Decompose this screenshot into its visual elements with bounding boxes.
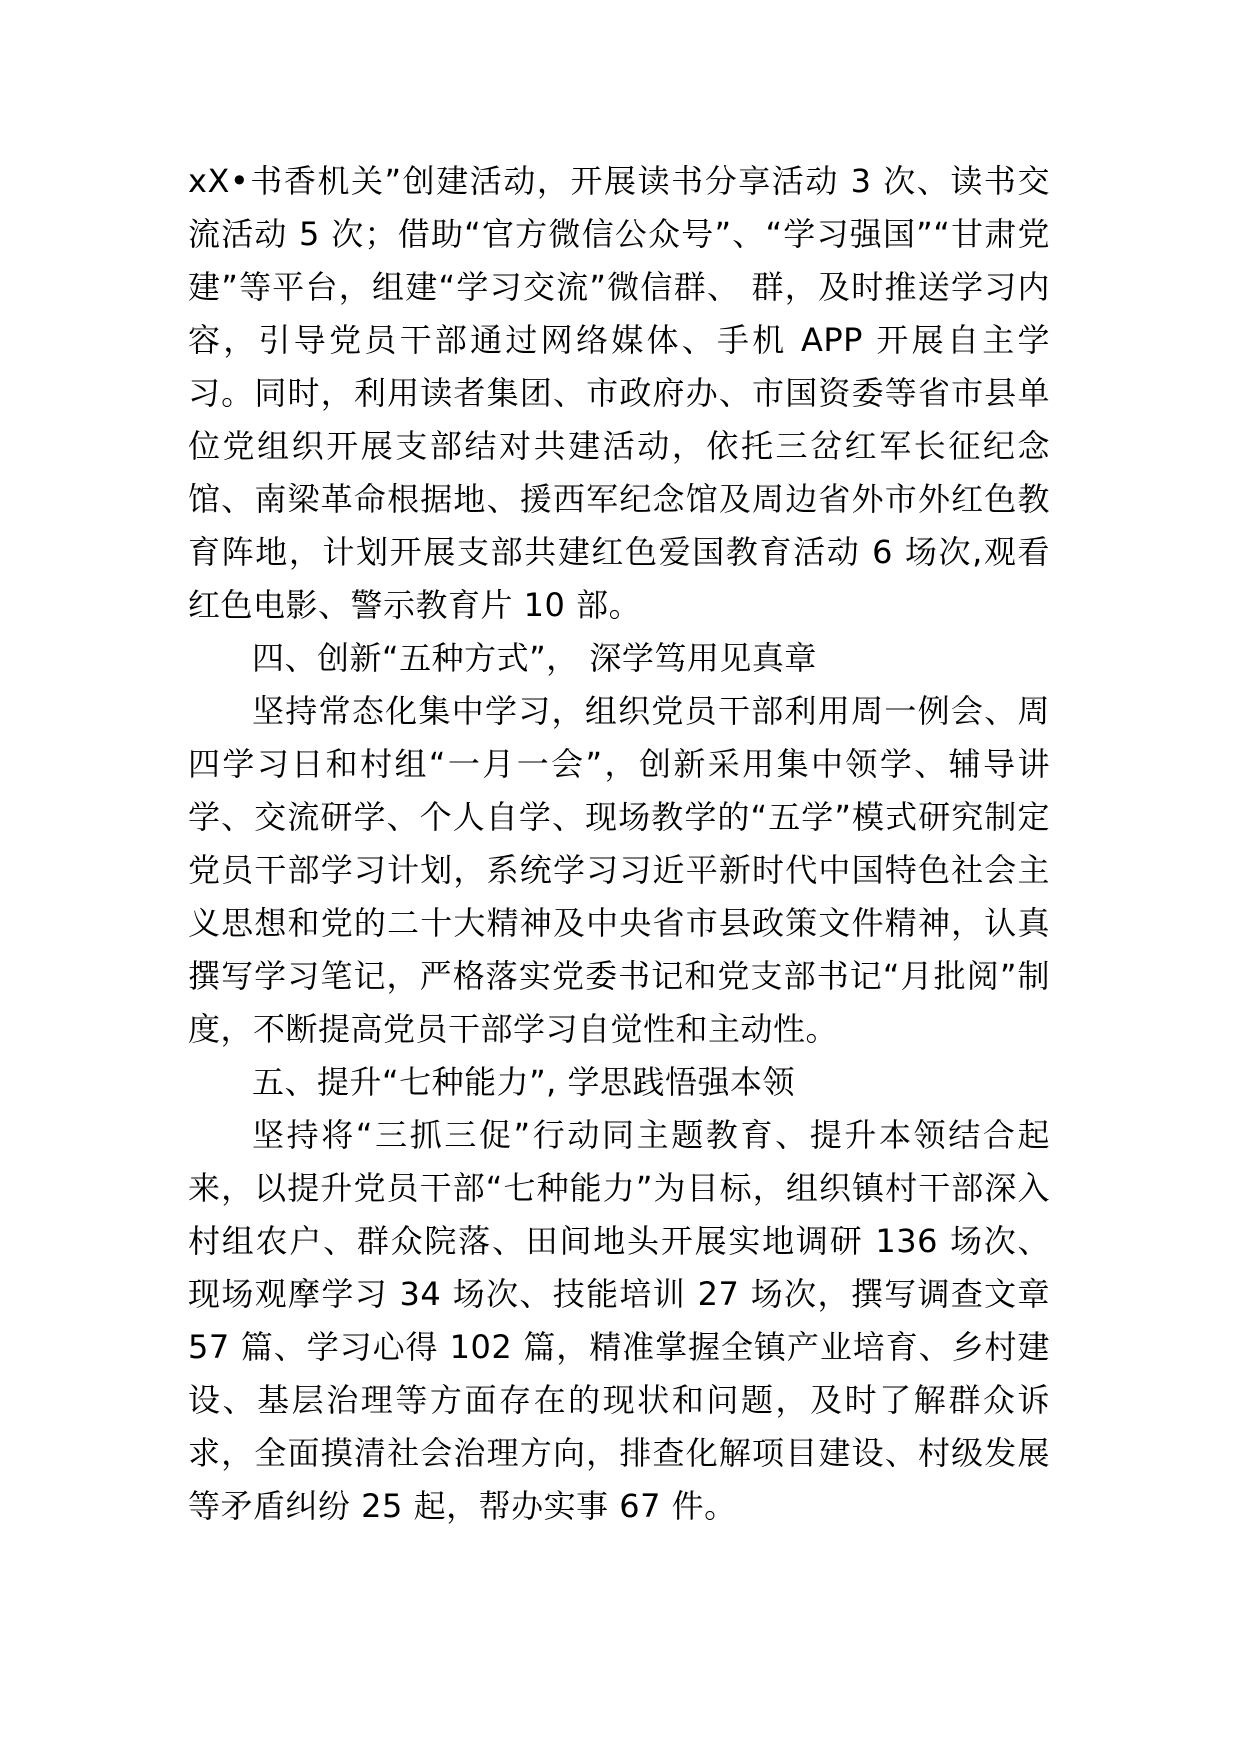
section-heading-four: 四、创新“五种方式”， 深学笃用见真章 xyxy=(252,639,817,677)
document-body xyxy=(188,155,1050,1533)
paragraph-section-four: 坚持常态化集中学习，组织党员干部利用周一例会、周四学习日和村组“一月一会”，创新采用集中领学、辅导讲学、交流研学、个人自学、现场教学的“五学”模式研究制定党员干部学习计划，系统学习习近平新时代中国特色社会主义思想和党的二十大精神及中央省市县政策文件精神，认真撰写学习笔记，严格落实党委书记和党支部书记“月批阅”制度，不断提高党员干部学习自觉性和主动性。 xyxy=(188,692,1050,1048)
paragraph-section-five: 坚持将“三抓三促”行动同主题教育、提升本领结合起来，以提升党员干部“七种能力”为目标，组织镇村干部深入村组农户、群众院落、田间地头开展实地调研 136 场次、现场观摩学习 34 场次、技能培训 27 场次，撰写调查文章 57 篇、学习心得 102 篇，精准掌握全镇产业培育、乡村建设、基层治理等方面存在的现状和问题，及时了解群众诉求，全面摸清社会治理方向，排查化解项目建设、村级发展等矛盾纠纷 25 起，帮办实事 67 件。 xyxy=(188,1116,1050,1525)
paragraph-continuation: xX•书香机关”创建活动，开展读书分享活动 3 次、读书交流活动 5 次；借助“官方微信公众号”、“学习强国”“甘肃党建”等平台，组建“学习交流”微信群、 群，及时推送学习内容，引导党员干部通过网络媒体、手机 APP 开展自主学习。同时，利用读者集团、市政府办、市国资委等省市县单位党组织开展支部结对共建活动，依托三岔红军长征纪念馆、南梁革命根据地、援西军纪念馆及周边省外市外红色教育阵地，计划开展支部共建红色爱国教育活动 6 场次,观看红色电影、警示教育片 10 部。 xyxy=(188,162,1050,624)
section-heading-five: 五、提升“七种能力”, 学思践悟强本领 xyxy=(252,1063,796,1101)
